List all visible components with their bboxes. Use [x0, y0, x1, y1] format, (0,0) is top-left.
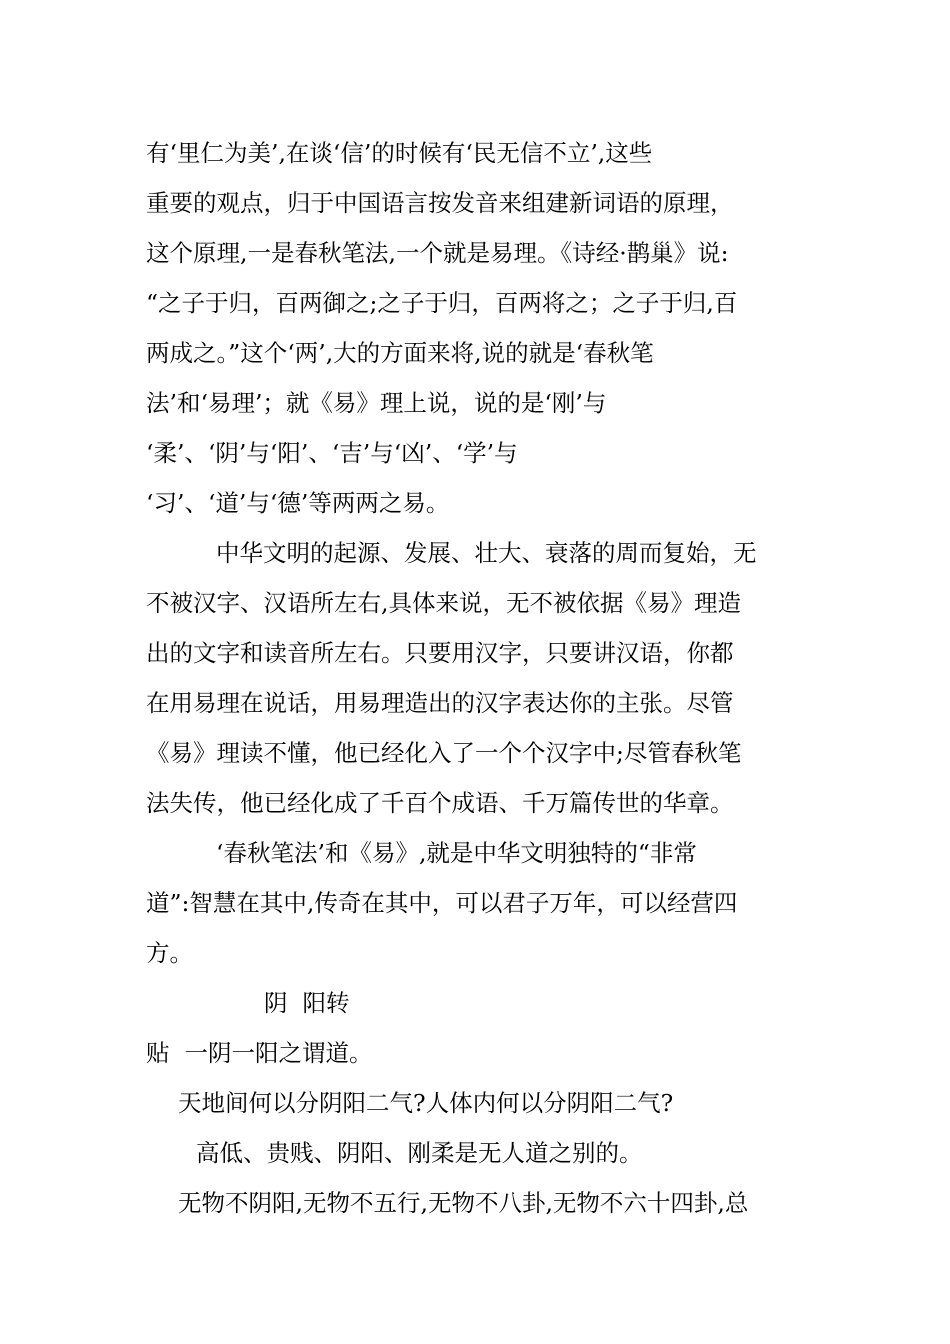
text-line: 高低、贵贱、阴阳、刚柔是无人道之别的。 — [196, 1139, 643, 1167]
text-line: 这个原理,一是春秋笔法,一个就是易理。《诗经·鹊巢》说: — [146, 239, 729, 267]
text-line: 重要的观点，归于中国语言按发音来组建新词语的原理， — [146, 189, 734, 217]
text-line: 出的文字和读音所左右。只要用汉字，只要讲汉语，你都 — [146, 639, 734, 667]
text-line: 方。 — [146, 939, 193, 967]
text-line: 不被汉字、汉语所左右,具体来说，无不被依据《易》理造 — [146, 589, 741, 617]
section-heading: 阴 阳转 — [264, 989, 350, 1017]
text-line: 法’和‘易理’；就《易》理上说，说的是‘刚’与 — [146, 389, 607, 417]
text-line: 在用易理在说话，用易理造出的汉字表达你的主张。尽管 — [146, 689, 734, 717]
text-line: “之子于归，百两御之;之子于归，百两将之；之子于归,百 — [146, 289, 738, 317]
text-line: ‘习’、‘道’与‘德’等两两之易。 — [146, 489, 450, 517]
document-body — [146, 128, 826, 1228]
text-line: 贴 一阴一阳之谓道。 — [146, 1039, 373, 1067]
text-line: ‘柔’、‘阴’与‘阳’、‘吉’与‘凶’、‘学’与 — [146, 439, 518, 467]
paragraph-start-line: ‘春秋笔法’和《易》,就是中华文明独特的“非常 — [216, 839, 697, 867]
text-line: 法失传，他已经化成了千百个成语、千万篇传世的华章。 — [146, 789, 734, 817]
text-line: 《易》理读不懂，他已经化入了一个个汉字中;尽管春秋笔 — [146, 739, 742, 767]
text-line: 两成之。”这个‘两’,大的方面来将,说的就是‘春秋笔 — [146, 339, 654, 367]
text-line: 有‘里仁为美’,在谈‘信’的时候有‘民无信不立’,这些 — [146, 139, 653, 167]
text-line: 无物不阴阳,无物不五行,无物不八卦,无物不六十四卦,总 — [178, 1189, 749, 1217]
text-line: 道”:智慧在其中,传奇在其中，可以君子万年，可以经营四 — [146, 889, 738, 917]
text-line: 天地间何以分阴阳二气?人体内何以分阴阳二气? — [178, 1089, 674, 1117]
paragraph-start-line: 中华文明的起源、发展、壮大、衰落的周而复始，无 — [216, 539, 757, 567]
